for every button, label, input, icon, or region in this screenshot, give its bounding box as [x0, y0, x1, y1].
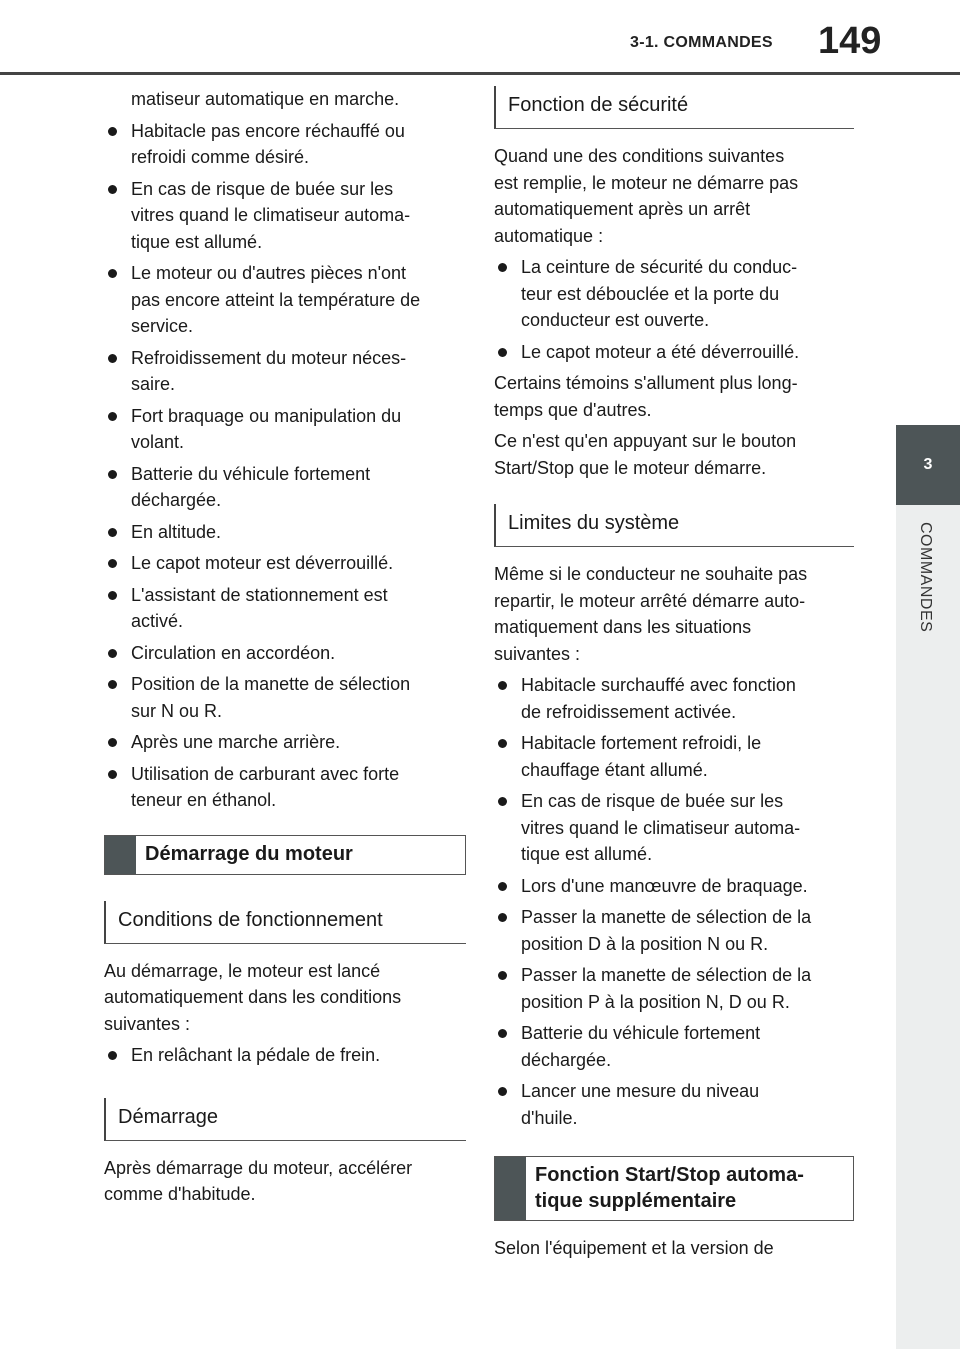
text-line: La ceinture de sécurité du conduc-: [521, 257, 798, 277]
text-line: tique est allumé.: [521, 844, 653, 864]
condition-list: [494, 672, 854, 1131]
text-line: Habitacle surchauffé avec fonction: [521, 675, 796, 695]
section-heading-box: [494, 1156, 854, 1221]
text-line: matiquement dans les situations: [494, 617, 752, 637]
section-heading-bar: [105, 836, 136, 874]
header-section-title: 3-1. COMMANDES: [630, 34, 773, 51]
chapter-number: 3: [923, 456, 933, 473]
text-line: Batterie du véhicule fortement: [521, 1023, 761, 1043]
text-line: automatiquement dans les conditions: [104, 987, 402, 1007]
list-item: [104, 582, 466, 635]
subsection-heading: Conditions de fonctionnement: [104, 901, 466, 944]
text-line: tique supplémentaire: [535, 1190, 737, 1212]
page-number: 149: [818, 20, 882, 62]
continued-text: matiseur automatique en marche.: [131, 89, 400, 109]
text-line: Position de la manette de sélection: [131, 674, 411, 694]
section-heading: [526, 1157, 812, 1220]
text-line: position P à la position N, D ou R.: [521, 991, 790, 1012]
text-line: est remplie, le moteur ne démarre pas: [494, 172, 799, 193]
text-line: Certains témoins s'allument plus long-: [494, 373, 798, 393]
text-line: Fort braquage ou manipulation du: [131, 405, 402, 426]
text-line: refroidi comme désiré.: [131, 147, 310, 167]
list-item: [104, 671, 466, 724]
text-line: teneur en éthanol.: [131, 790, 277, 810]
list-item: [494, 730, 854, 783]
list-item: [104, 176, 466, 256]
text-line: Passer la manette de sélection de la: [521, 965, 812, 985]
header-divider: [0, 72, 960, 75]
list-item: [494, 672, 854, 725]
text-line: pas encore atteint la température de: [131, 289, 421, 310]
paragraph: [104, 1155, 466, 1208]
list-item: [494, 788, 854, 868]
text-line: En cas de risque de buée sur les: [131, 178, 394, 199]
text-line: automatique :: [494, 225, 604, 246]
condition-list: [494, 254, 854, 365]
text-line: Au démarrage, le moteur est lancé: [104, 960, 381, 981]
subsection-heading: Fonction de sécurité: [494, 86, 854, 129]
list-item: [104, 118, 466, 171]
section-heading-box: [104, 835, 466, 875]
text-line: Utilisation de carburant avec forte: [131, 763, 400, 784]
text-line: déchargée.: [521, 1049, 612, 1070]
list-item: [104, 345, 466, 398]
paragraph: [104, 958, 466, 1038]
list-item: [494, 873, 854, 900]
text-line: saire.: [131, 374, 176, 394]
text-line: conducteur est ouverte.: [521, 310, 710, 330]
subsection-heading: Démarrage: [104, 1098, 466, 1141]
text-line: Quand une des conditions suivantes: [494, 146, 785, 166]
right-column: [494, 86, 854, 1267]
text-line: Habitacle fortement refroidi, le: [521, 733, 762, 753]
text-line: Après une marche arrière.: [131, 732, 341, 752]
list-item: [494, 254, 854, 334]
list-item: [104, 403, 466, 456]
text-line: d'huile.: [521, 1107, 578, 1128]
text-line: activé.: [131, 611, 184, 631]
text-line: Après démarrage du moteur, accélérer: [104, 1157, 413, 1178]
text-line: position D à la position N ou R.: [521, 933, 769, 954]
text-line: Batterie du véhicule fortement: [131, 463, 371, 484]
list-item: En relâchant la pédale de frein.: [104, 1042, 466, 1069]
left-column: [104, 86, 466, 1213]
text-line: suivantes :: [104, 1013, 191, 1034]
chapter-label: COMMANDES: [917, 522, 934, 633]
section-heading-bar: [495, 1157, 526, 1220]
paragraph: [494, 428, 854, 481]
list-item: [494, 962, 854, 1015]
text-line: sur N ou R.: [131, 700, 223, 721]
text-line: Habitacle pas encore réchauffé ou: [131, 120, 405, 141]
text-line: Start/Stop que le moteur démarre.: [494, 457, 767, 478]
text-line: repartir, le moteur arrêté démarre auto-: [494, 590, 806, 611]
text-line: chauffage étant allumé.: [521, 759, 708, 780]
paragraph: [494, 370, 854, 423]
list-item: [104, 260, 466, 340]
text-line: En altitude.: [131, 521, 222, 542]
text-line: Le capot moteur est déverrouillé.: [131, 553, 394, 573]
text-line: Circulation en accordéon.: [131, 642, 336, 663]
text-line: L'assistant de stationnement est: [131, 584, 388, 605]
text-line: Même si le conducteur ne souhaite pas: [494, 564, 808, 584]
list-item: [104, 640, 466, 667]
text-line: Lors d'une manœuvre de braquage.: [521, 875, 808, 896]
text-line: Lancer une mesure du niveau: [521, 1081, 760, 1101]
list-item: [494, 904, 854, 957]
text-line: vitres quand le climatiseur automa-: [521, 817, 801, 838]
list-item: [494, 1078, 854, 1131]
chapter-tab[interactable]: [896, 425, 960, 505]
text-line: Passer la manette de sélection de la: [521, 907, 812, 927]
text-line: tique est allumé.: [131, 231, 263, 252]
text-line: suivantes :: [494, 643, 581, 664]
paragraph: Selon l'équipement et la version de: [494, 1238, 774, 1258]
text-line: de refroidissement activée.: [521, 701, 737, 722]
text-line: déchargée.: [131, 490, 222, 510]
text-line: Le moteur ou d'autres pièces n'ont: [131, 263, 407, 283]
text-line: service.: [131, 316, 194, 336]
text-line: Refroidissement du moteur néces-: [131, 347, 407, 368]
list-item: [104, 761, 466, 814]
section-heading: Démarrage du moteur: [145, 842, 353, 865]
paragraph: [494, 143, 854, 249]
text-line: teur est débouclée et la porte du: [521, 283, 780, 304]
list-item: [104, 550, 466, 577]
list-item: [104, 519, 466, 546]
text-line: temps que d'autres.: [494, 399, 652, 420]
text-line: comme d'habitude.: [104, 1184, 256, 1204]
list-item: [104, 461, 466, 514]
list-item: [494, 1020, 854, 1073]
list-item: [494, 339, 854, 366]
text-line: Fonction Start/Stop automa-: [535, 1164, 804, 1186]
text-line: automatiquement après un arrêt: [494, 199, 751, 219]
condition-list: [104, 118, 466, 814]
text-line: volant.: [131, 432, 185, 452]
text-line: Ce n'est qu'en appuyant sur le bouton: [494, 431, 797, 451]
list-item: [104, 729, 466, 756]
paragraph: [494, 561, 854, 667]
subsection-heading: Limites du système: [494, 504, 854, 547]
text-line: vitres quand le climatiseur automa-: [131, 205, 411, 225]
text-line: En cas de risque de buée sur les: [521, 791, 784, 811]
text-line: Le capot moteur a été déverrouillé.: [521, 341, 800, 362]
